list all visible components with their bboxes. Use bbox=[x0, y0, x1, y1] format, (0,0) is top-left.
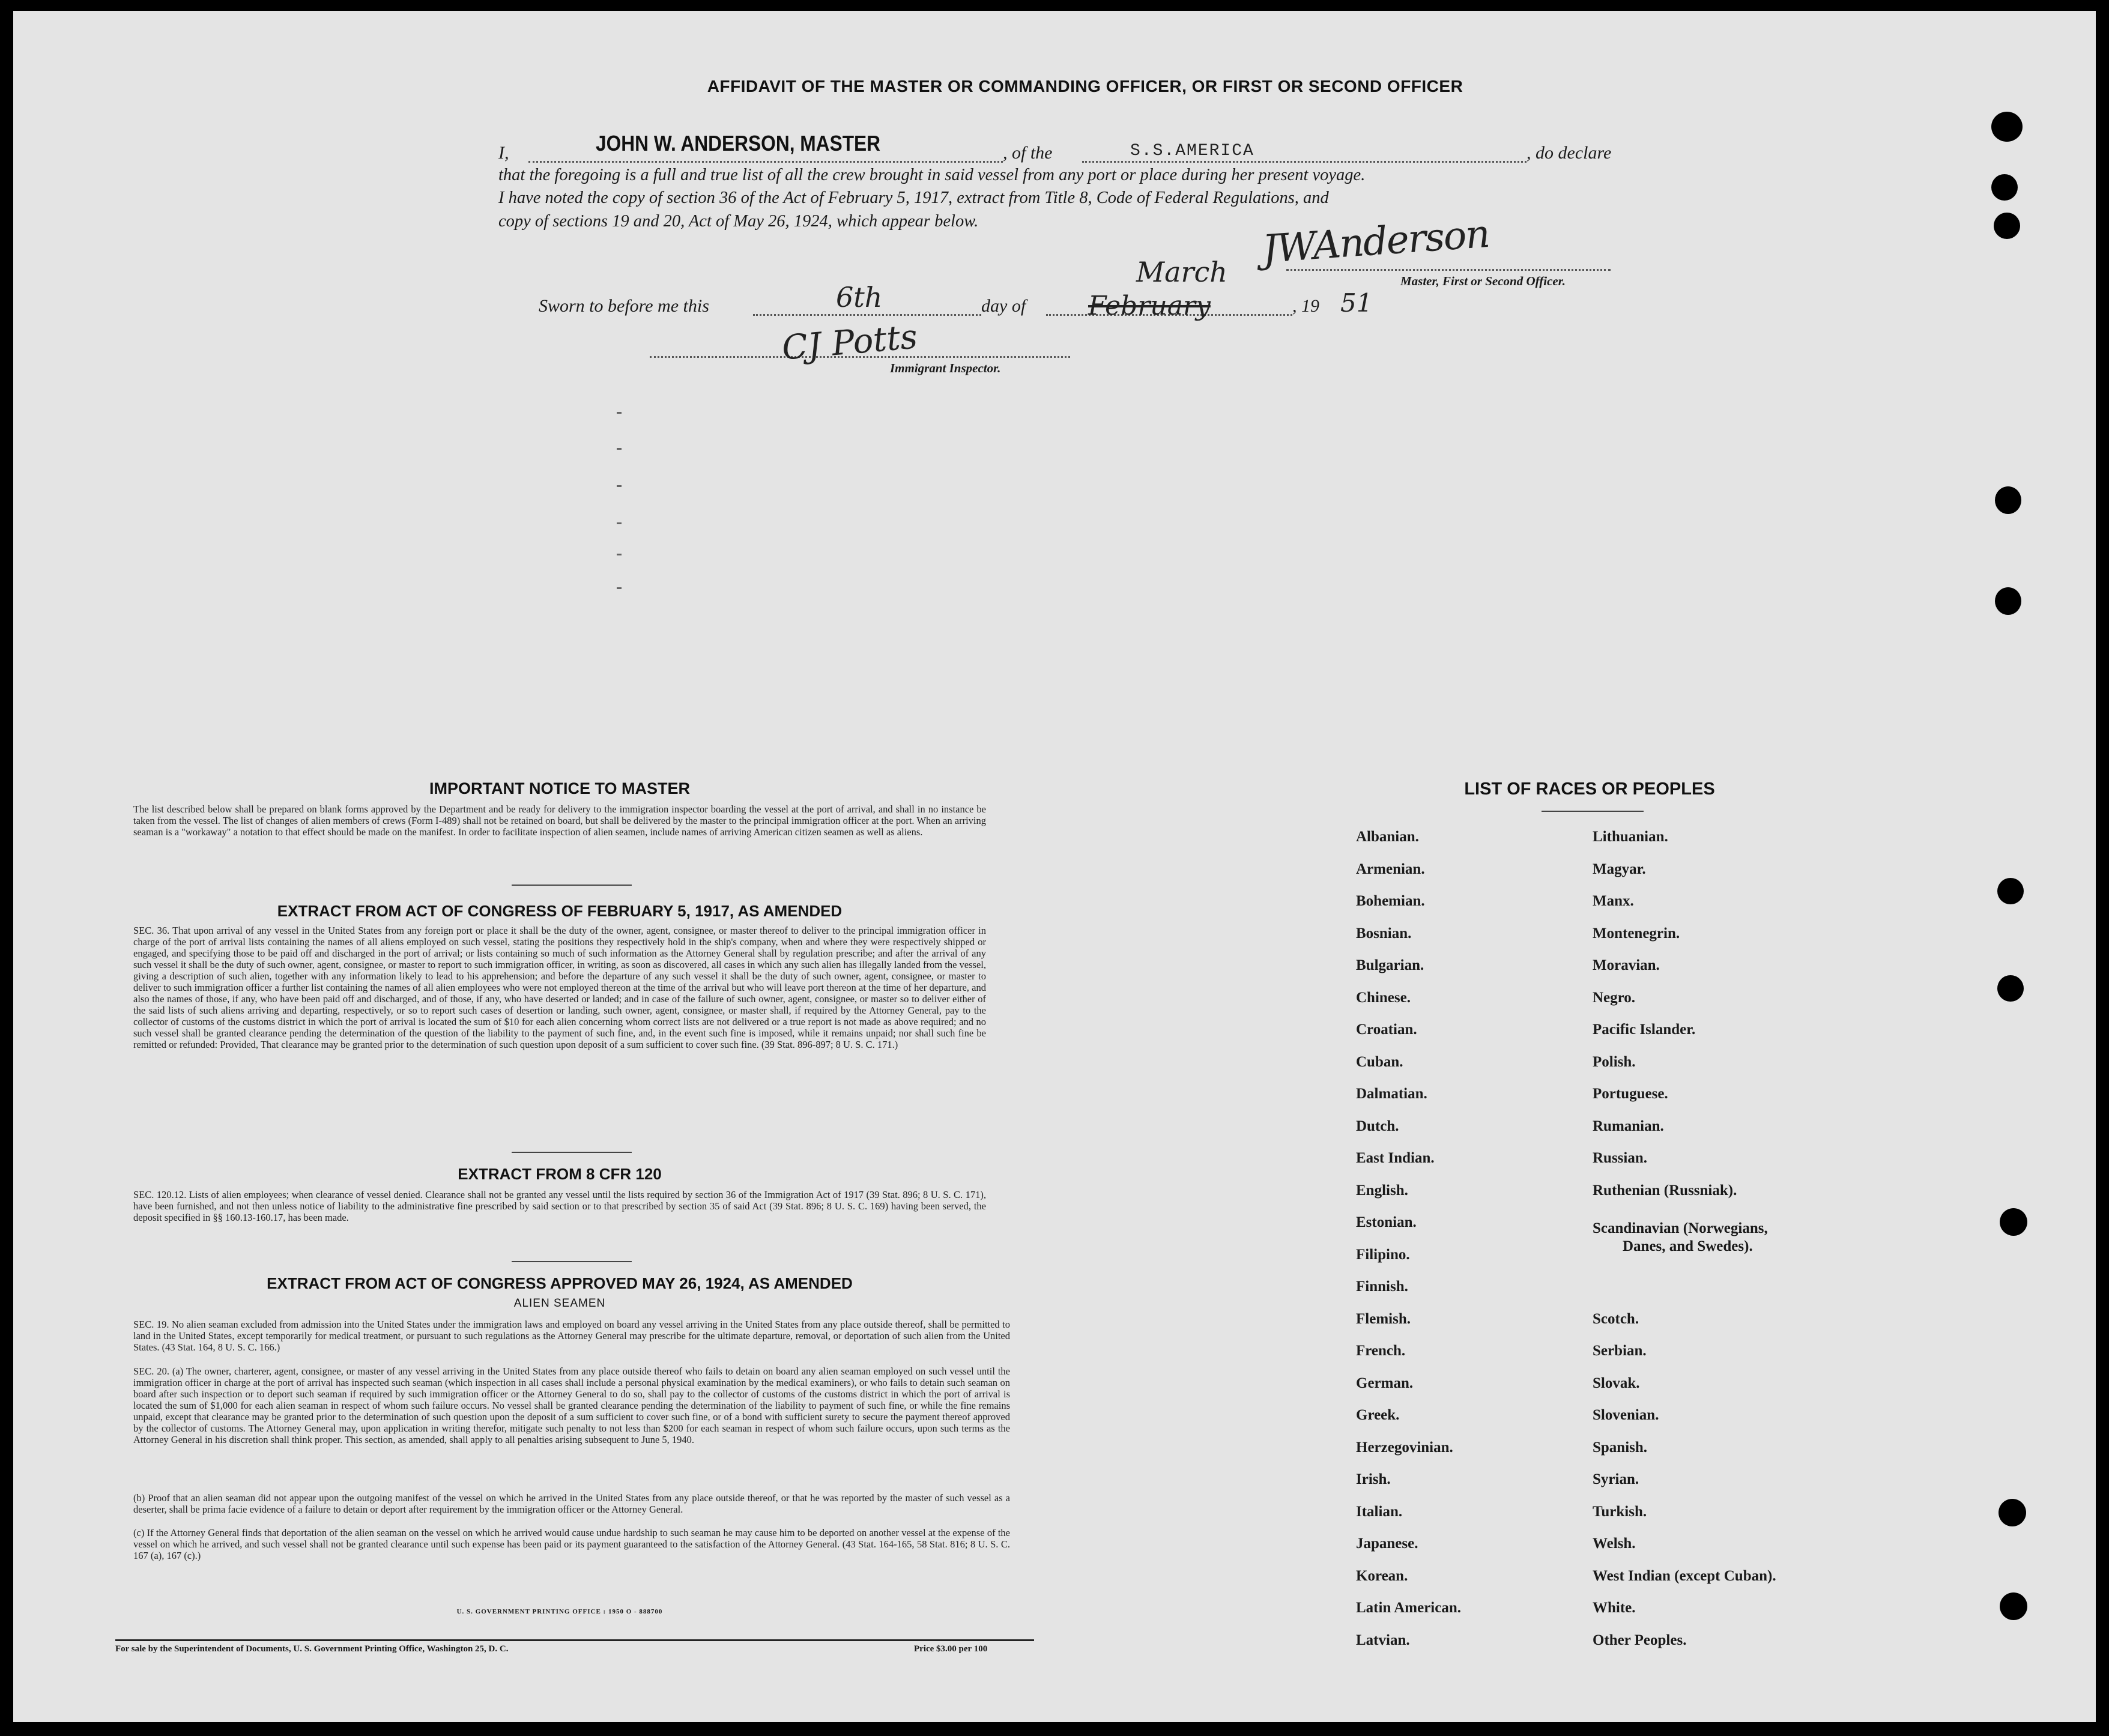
race-entry: Latvian. bbox=[1356, 1632, 1410, 1648]
sworn-month-struck: February bbox=[1088, 291, 1211, 321]
day-of-label: day of bbox=[981, 296, 1026, 316]
binder-hole bbox=[1995, 587, 2021, 615]
race-entry: Slovak. bbox=[1593, 1375, 1640, 1391]
race-entry: Syrian. bbox=[1593, 1471, 1639, 1487]
footer-sale-text: For sale by the Superintendent of Documents, U. S. Government Printing Office, Washington 25, D. C. bbox=[115, 1644, 509, 1654]
extract-1917-title: EXTRACT FROM ACT OF CONGRESS OF FEBRUARY 5, 1917, AS AMENDED bbox=[277, 902, 843, 920]
extract-cfr-title: EXTRACT FROM 8 CFR 120 bbox=[458, 1165, 662, 1183]
sworn-day-line bbox=[753, 314, 981, 316]
race-entry: Italian. bbox=[1356, 1503, 1403, 1520]
race-entry: German. bbox=[1356, 1375, 1414, 1391]
sworn-month: March bbox=[1136, 256, 1227, 288]
vessel-line bbox=[1082, 161, 1527, 163]
race-entry: Herzegovinian. bbox=[1356, 1439, 1453, 1456]
footer-price-text: Price $3.00 per 100 bbox=[914, 1644, 988, 1654]
race-entry: Rumanian. bbox=[1593, 1118, 1664, 1134]
inspector-caption: Immigrant Inspector. bbox=[890, 361, 1001, 375]
extract-cfr-body: SEC. 120.12. Lists of alien employees; when clearance of vessel denied. Clearance shall not be granted any vessel until the lists required by section 36 of the Immigration Act of 1917 (39 Stat. 896; 8 U. S. C. 171), have been furnished, and not then unless notice of liability to the administrative fine prescribed by said section or to that prescribed by section 35 of said Act (39 Stat. 896; 8 U. S. C. 169) having been served, the deposit specified in §§ 160.13-160.17, has been made. bbox=[133, 1189, 986, 1223]
affidavit-title: AFFIDAVIT OF THE MASTER OR COMMANDING OFFICER, OR FIRST OR SECOND OFFICER bbox=[707, 77, 1463, 95]
race-entry: Croatian. bbox=[1356, 1021, 1417, 1038]
race-entry: Cuban. bbox=[1356, 1053, 1403, 1070]
race-entry: Albanian. bbox=[1356, 829, 1419, 845]
race-entry: Turkish. bbox=[1593, 1503, 1647, 1520]
race-entry: Dutch. bbox=[1356, 1118, 1399, 1134]
year-prefix: , 19 bbox=[1292, 296, 1319, 316]
master-name: JOHN W. ANDERSON, MASTER bbox=[596, 131, 881, 156]
binder-hole bbox=[1991, 112, 2023, 142]
vessel-name: S.S.AMERICA bbox=[1130, 142, 1254, 160]
race-entry: French. bbox=[1356, 1343, 1406, 1359]
document-sheet bbox=[13, 11, 2096, 1722]
race-entry: Slovenian. bbox=[1593, 1407, 1659, 1423]
divider bbox=[512, 1261, 632, 1262]
races-title: LIST OF RACES OR PEOPLES bbox=[1464, 779, 1715, 799]
race-entry: Bohemian. bbox=[1356, 893, 1425, 909]
extract-1924-title: EXTRACT FROM ACT OF CONGRESS APPROVED MAY 26, 1924, AS AMENDED bbox=[267, 1274, 853, 1292]
race-entry: Lithuanian. bbox=[1593, 829, 1668, 845]
race-entry: White. bbox=[1593, 1600, 1636, 1616]
race-entry: Scandinavian (Norwegians, bbox=[1593, 1220, 1768, 1236]
extract-1924-sec20a: SEC. 20. (a) The owner, charterer, agent, consignee, or master of any vessel arriving in the United States from any place outside thereof who fails to detain on board any alien seaman employed on such vessel until the immigration officer in charge at the port of arrival has inspected such seaman (which inspection in all cases shall include a personal physical examination by the medical examiners), or who fails to detain such seaman on board after such inspection or to deport such seaman if required by such immigration officer or the Attorney General to do so, shall pay to the collector of customs of the customs district in which the port of arrival is located the sum of $1,000 for each alien seaman in respect of whom such failure occurs. No vessel shall be granted clearance pending the determination of the liability to payment of such fine, or while the fine remains unpaid, except that clearance may be granted prior to the determination of such question upon the deposit of a sum sufficient to cover such fine, or of a bond with sufficient surety to secure the payment thereof approved by the collector of customs. The Attorney General may, upon application in writing therefor, mitigate such penalty to not less than $200 for each seaman in respect of whom such failure occurs, upon such terms as the Attorney General in his discretion shall think proper. This section, as amended, shall apply to all penalties arising subsequent to June 5, 1940. bbox=[133, 1366, 1010, 1445]
binder-hole bbox=[2000, 1208, 2027, 1236]
master-signature: JWAnderson bbox=[1260, 211, 1490, 273]
footer-rule bbox=[115, 1639, 1034, 1641]
printer-line: U. S. GOVERNMENT PRINTING OFFICE : 1950 O - 888700 bbox=[456, 1608, 663, 1615]
binder-hole bbox=[1997, 878, 2024, 904]
extract-1924-sec20c: (c) If the Attorney General finds that deportation of the alien seaman on the vessel on which he arrived would cause undue hardship to such seaman he may cause him to be deported on another vessel at the expense of the vessel on which he arrived, and such vessel shall not be granted clearance until such expense has been paid or its payment guaranteed to the satisfaction of the Attorney General. (43 Stat. 164-165, 58 Stat. 816; 8 U. S. C. 167 (a), 167 (c).) bbox=[133, 1527, 1010, 1561]
divider bbox=[512, 885, 632, 886]
race-entry: Spanish. bbox=[1593, 1439, 1648, 1456]
race-entry: Pacific Islander. bbox=[1593, 1021, 1696, 1038]
race-entry: English. bbox=[1356, 1182, 1408, 1199]
race-entry: Chinese. bbox=[1356, 989, 1411, 1006]
race-entry: East Indian. bbox=[1356, 1150, 1435, 1166]
binder-hole bbox=[1997, 975, 2024, 1002]
race-entry: West Indian (except Cuban). bbox=[1593, 1567, 1776, 1584]
inspector-signature: CJ Potts bbox=[780, 317, 919, 368]
race-entry: Moravian. bbox=[1593, 957, 1660, 973]
margin-dash bbox=[617, 554, 622, 555]
sworn-label: Sworn to before me this bbox=[539, 296, 709, 316]
race-entry: Russian. bbox=[1593, 1150, 1648, 1166]
race-entry: Montenegrin. bbox=[1593, 925, 1680, 942]
race-entry: Scotch. bbox=[1593, 1310, 1639, 1327]
master-signature-line bbox=[1286, 269, 1611, 271]
race-entry: Japanese. bbox=[1356, 1535, 1418, 1552]
race-entry: Other Peoples. bbox=[1593, 1632, 1687, 1648]
race-entry: Dalmatian. bbox=[1356, 1086, 1427, 1102]
margin-dash bbox=[617, 485, 622, 487]
race-entry: Bulgarian. bbox=[1356, 957, 1424, 973]
margin-dash bbox=[617, 412, 622, 414]
margin-dash bbox=[617, 522, 622, 524]
affidavit-line-1: that the foregoing is a full and true list of all the crew brought in said vessel from any port or place during her present voyage. bbox=[498, 166, 1366, 184]
binder-hole bbox=[1991, 174, 2018, 201]
race-entry: Portuguese. bbox=[1593, 1086, 1668, 1102]
extract-1924-sec20b: (b) Proof that an alien seaman did not appear upon the outgoing manifest of the vessel on which he arrived in the United States from any place outside thereof, or that he was reported by the master of such vessel as a deserter, shall be prima facie evidence of a failure to detain or deport after requirement by the immigration officer or the Attorney General. bbox=[133, 1492, 1010, 1515]
race-entry: Estonian. bbox=[1356, 1214, 1417, 1230]
notice-body: The list described below shall be prepared on blank forms approved by the Department and be ready for delivery to the immigration inspector boarding the vessel at the port of arrival, and shall in no instance be taken from the vessel. The list of changes of alien members of crews (Form I-489) shall not be retained on board, but shall be delivered by the master to the principal immigration officer at the port. When an arriving seaman is a "workaway" a notation to that effect should be made on the manifest. In order to facilitate inspection of alien seamen, include names of arriving American citizen seamen as well as aliens. bbox=[133, 803, 986, 838]
race-entry: Greek. bbox=[1356, 1407, 1400, 1423]
race-entry: Korean. bbox=[1356, 1567, 1408, 1584]
divider bbox=[512, 1152, 632, 1153]
do-declare-label: , do declare bbox=[1527, 143, 1612, 163]
race-entry: Polish. bbox=[1593, 1053, 1636, 1070]
binder-hole bbox=[1994, 213, 2020, 239]
race-entry: Danes, and Swedes). bbox=[1623, 1238, 1753, 1254]
race-entry: Bosnian. bbox=[1356, 925, 1412, 942]
binder-hole bbox=[1995, 486, 2021, 514]
master-name-line bbox=[528, 161, 1003, 163]
binder-hole bbox=[2000, 1592, 2027, 1620]
binder-hole bbox=[1999, 1499, 2026, 1526]
extract-1924-sec19: SEC. 19. No alien seaman excluded from admission into the United States under the immigration laws and employed on board any vessel arriving in the United States from any place outside thereof, shall be permitted to land in the United States, except temporarily for medical treatment, or pursuant to such regulations as the Attorney General may prescribe for the ultimate departure, removal, or deportation of such alien from the United States. (43 Stat. 164, 8 U. S. C. 166.) bbox=[133, 1319, 1010, 1353]
of-the-label: , of the bbox=[1003, 143, 1053, 163]
affidavit-line-2: I have noted the copy of section 36 of the Act of February 5, 1917, extract from Title 8, Code of Federal Regulations, and bbox=[498, 189, 1329, 207]
races-title-rule bbox=[1542, 811, 1644, 812]
margin-dash bbox=[617, 448, 622, 450]
margin-dash bbox=[617, 587, 622, 589]
race-entry: Irish. bbox=[1356, 1471, 1391, 1487]
affidavit-line-3: copy of sections 19 and 20, Act of May 26, 1924, which appear below. bbox=[498, 212, 979, 231]
race-entry: Welsh. bbox=[1593, 1535, 1636, 1552]
notice-title: IMPORTANT NOTICE TO MASTER bbox=[429, 779, 690, 797]
sworn-day: 6th bbox=[836, 281, 883, 313]
race-entry: Magyar. bbox=[1593, 860, 1646, 877]
race-entry: Finnish. bbox=[1356, 1278, 1408, 1295]
affidavit-prefix: I, bbox=[498, 143, 509, 163]
race-entry: Filipino. bbox=[1356, 1246, 1410, 1263]
extract-1917-body: SEC. 36. That upon arrival of any vessel in the United States from any foreign port or place it shall be the duty of the owner, agent, consignee, or master thereof to deliver to the principal immigration officer in charge of the port of arrival lists containing the names of all aliens employed on such vessel, stating the positions they respectively hold in the ship's company, when and where they were respectively shipped or engaged, and specifying those to be paid off and discharged in the port of arrival; or lists containing so much of such information as the Attorney General shall by regulation prescribe; and after the arrival of any such vessel it shall be the duty of such owner, agent, consignee, or master to report to such immigration officer, in writing, as soon as discovered, all cases in which any such alien has illegally landed from the vessel, giving a description of such alien, together with any information likely to lead to his apprehension; and before the departure of any such vessel it shall be the duty of such owner, agent, consignee, or master to deliver to such immigration officer a further list containing the names of all alien employees who were not employed thereon at the time of the arrival but who will leave port thereon at the time of her departure, and also the names of those, if any, who have been paid off and discharged, and of those, if any, who have deserted or landed; and in case of the failure of such owner, agent, consignee, or master so to deliver either of the said lists of such aliens arriving and departing, respectively, or so to report such cases of desertion or landing, such owner, agent, consignee, or master shall, if required by the Attorney General, pay to the collector of customs of the customs district in which the port of arrival is located the sum of $10 for each alien concerning whom correct lists are not delivered or a true report is not made as above required; and no such vessel shall be granted clearance pending the determination of the question of the liability to the payment of such fine, and, in the event such fine is imposed, while it remains unpaid; nor shall such fine be remitted or refunded: Provided, That clearance may be granted prior to the determination of such question upon deposit of a sum sufficient to cover such fine. (39 Stat. 896-897; 8 U. S. C. 171.) bbox=[133, 925, 986, 1050]
master-caption: Master, First or Second Officer. bbox=[1400, 274, 1566, 288]
year-suffix: 51 bbox=[1340, 288, 1373, 318]
race-entry: Armenian. bbox=[1356, 860, 1425, 877]
race-entry: Manx. bbox=[1593, 893, 1634, 909]
race-entry: Flemish. bbox=[1356, 1310, 1411, 1327]
extract-1924-subtitle: ALIEN SEAMEN bbox=[513, 1297, 606, 1310]
race-entry: Serbian. bbox=[1593, 1343, 1647, 1359]
race-entry: Latin American. bbox=[1356, 1600, 1461, 1616]
race-entry: Ruthenian (Russniak). bbox=[1593, 1182, 1737, 1199]
race-entry: Negro. bbox=[1593, 989, 1636, 1006]
